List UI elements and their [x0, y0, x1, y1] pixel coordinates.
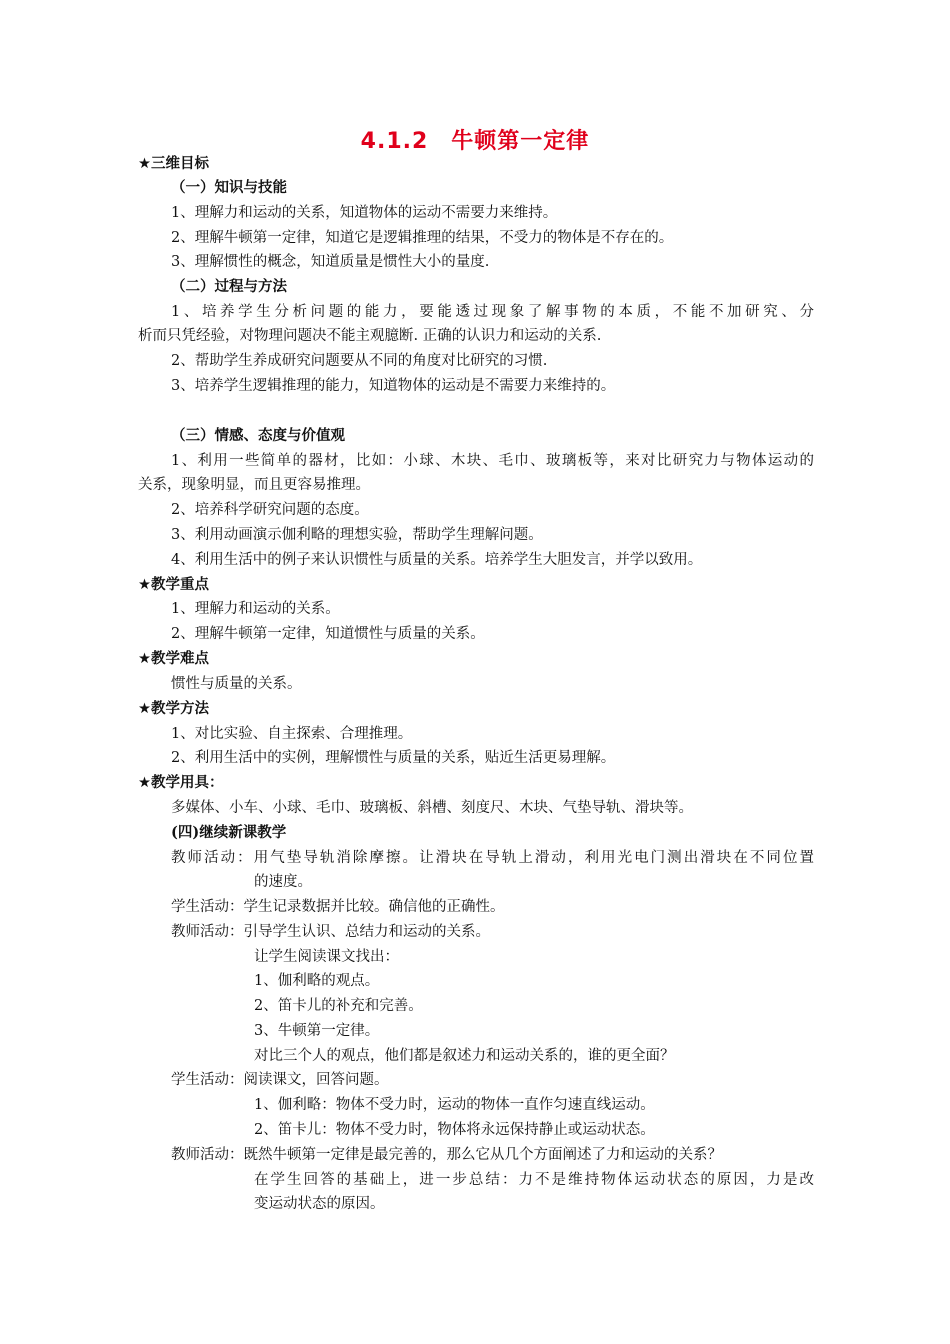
lesson-line: 教师活动：既然牛顿第一定律是最完善的，那么它从几个方面阐述了力和运动的关系？ — [171, 1147, 722, 1163]
lesson-line: 在学生回答的基础上，进一步总结：力不是维持物体运动状态的原因，力是改 — [254, 1172, 814, 1188]
process-item: 1、培养学生分析问题的能力，要能透过现象了解事物的本质，不能不加研究、分 — [171, 304, 814, 320]
emotion-item: 关系，现象明显，而且更容易推理。 — [138, 477, 370, 493]
tools-item: 多媒体、小车、小球、毛巾、玻璃板、斜槽、刻度尺、木块、气垫导轨、滑块等。 — [171, 800, 693, 816]
method-item: 2、利用生活中的实例，理解惯性与质量的关系，贴近生活更易理解。 — [171, 750, 616, 766]
key-point-item: 1、理解力和运动的关系。 — [171, 601, 340, 617]
section-heading-difficulty: ★教学难点 — [138, 651, 209, 667]
section-heading-methods: ★教学方法 — [138, 701, 209, 717]
process-item: 2、帮助学生养成研究问题要从不同的角度对比研究的习惯. — [171, 353, 548, 369]
knowledge-item: 2、理解牛顿第一定律，知道它是逻辑推理的结果，不受力的物体是不存在的。 — [171, 230, 674, 246]
process-item: 析而只凭经验，对物理问题决不能主观臆断. 正确的认识力和运动的关系. — [138, 328, 602, 344]
subheading-emotion: （三）情感、态度与价值观 — [171, 428, 345, 444]
knowledge-item: 3、理解惯性的概念，知道质量是惯性大小的量度. — [171, 254, 490, 270]
lesson-line: 3、牛顿第一定律。 — [254, 1023, 380, 1039]
emotion-item: 2、培养科学研究问题的态度。 — [171, 502, 369, 518]
lesson-line: 2、笛卡儿的补充和完善。 — [254, 998, 423, 1014]
emotion-item: 4、利用生活中的例子来认识惯性与质量的关系。培养学生大胆发言，并学以致用。 — [171, 552, 703, 568]
lesson-line: 学生活动：学生记录数据并比较。确信他的正确性。 — [171, 899, 505, 915]
subheading-lesson: (四)继续新课教学 — [171, 824, 287, 841]
section-heading-key-points: ★教学重点 — [138, 577, 209, 593]
lesson-line: 对比三个人的观点，他们都是叙述力和运动关系的，谁的更全面？ — [254, 1048, 675, 1064]
lesson-line: 1、伽利略：物体不受力时，运动的物体一直作匀速直线运动。 — [254, 1097, 655, 1113]
subheading-process: （二）过程与方法 — [171, 279, 287, 295]
lesson-line: 2、笛卡儿：物体不受力时，物体将永远保持静止或运动状态。 — [254, 1122, 655, 1138]
lesson-line: 教师活动：引导学生认识、总结力和运动的关系。 — [171, 924, 490, 940]
lesson-line: 的速度。 — [254, 874, 312, 890]
method-item: 1、对比实验、自主探索、合理推理。 — [171, 726, 413, 742]
document-title: 4.1.2 牛顿第一定律 — [360, 129, 590, 154]
lesson-line: 让学生阅读课文找出： — [254, 949, 399, 965]
lesson-line: 1、伽利略的观点。 — [254, 973, 380, 989]
lesson-line: 教师活动：用气垫导轨消除摩擦。让滑块在导轨上滑动，利用光电门测出滑块在不同位置 — [171, 850, 814, 866]
lesson-line: 变运动状态的原因。 — [254, 1196, 385, 1212]
knowledge-item: 1、理解力和运动的关系，知道物体的运动不需要力来维持。 — [171, 205, 558, 221]
emotion-item: 1、利用一些简单的器材，比如：小球、木块、毛巾、玻璃板等，来对比研究力与物体运动的 — [171, 453, 814, 469]
difficulty-item: 惯性与质量的关系。 — [171, 676, 302, 692]
process-item: 3、培养学生逻辑推理的能力，知道物体的运动是不需要力来维持的。 — [171, 378, 616, 394]
section-heading-tools: ★教学用具： — [138, 775, 224, 791]
section-heading-goals: ★三维目标 — [138, 156, 209, 172]
subheading-knowledge: （一）知识与技能 — [171, 180, 287, 196]
key-point-item: 2、理解牛顿第一定律，知道惯性与质量的关系。 — [171, 626, 485, 642]
emotion-item: 3、利用动画演示伽利略的理想实验，帮助学生理解问题。 — [171, 527, 543, 543]
lesson-line: 学生活动：阅读课文，回答问题。 — [171, 1072, 389, 1088]
